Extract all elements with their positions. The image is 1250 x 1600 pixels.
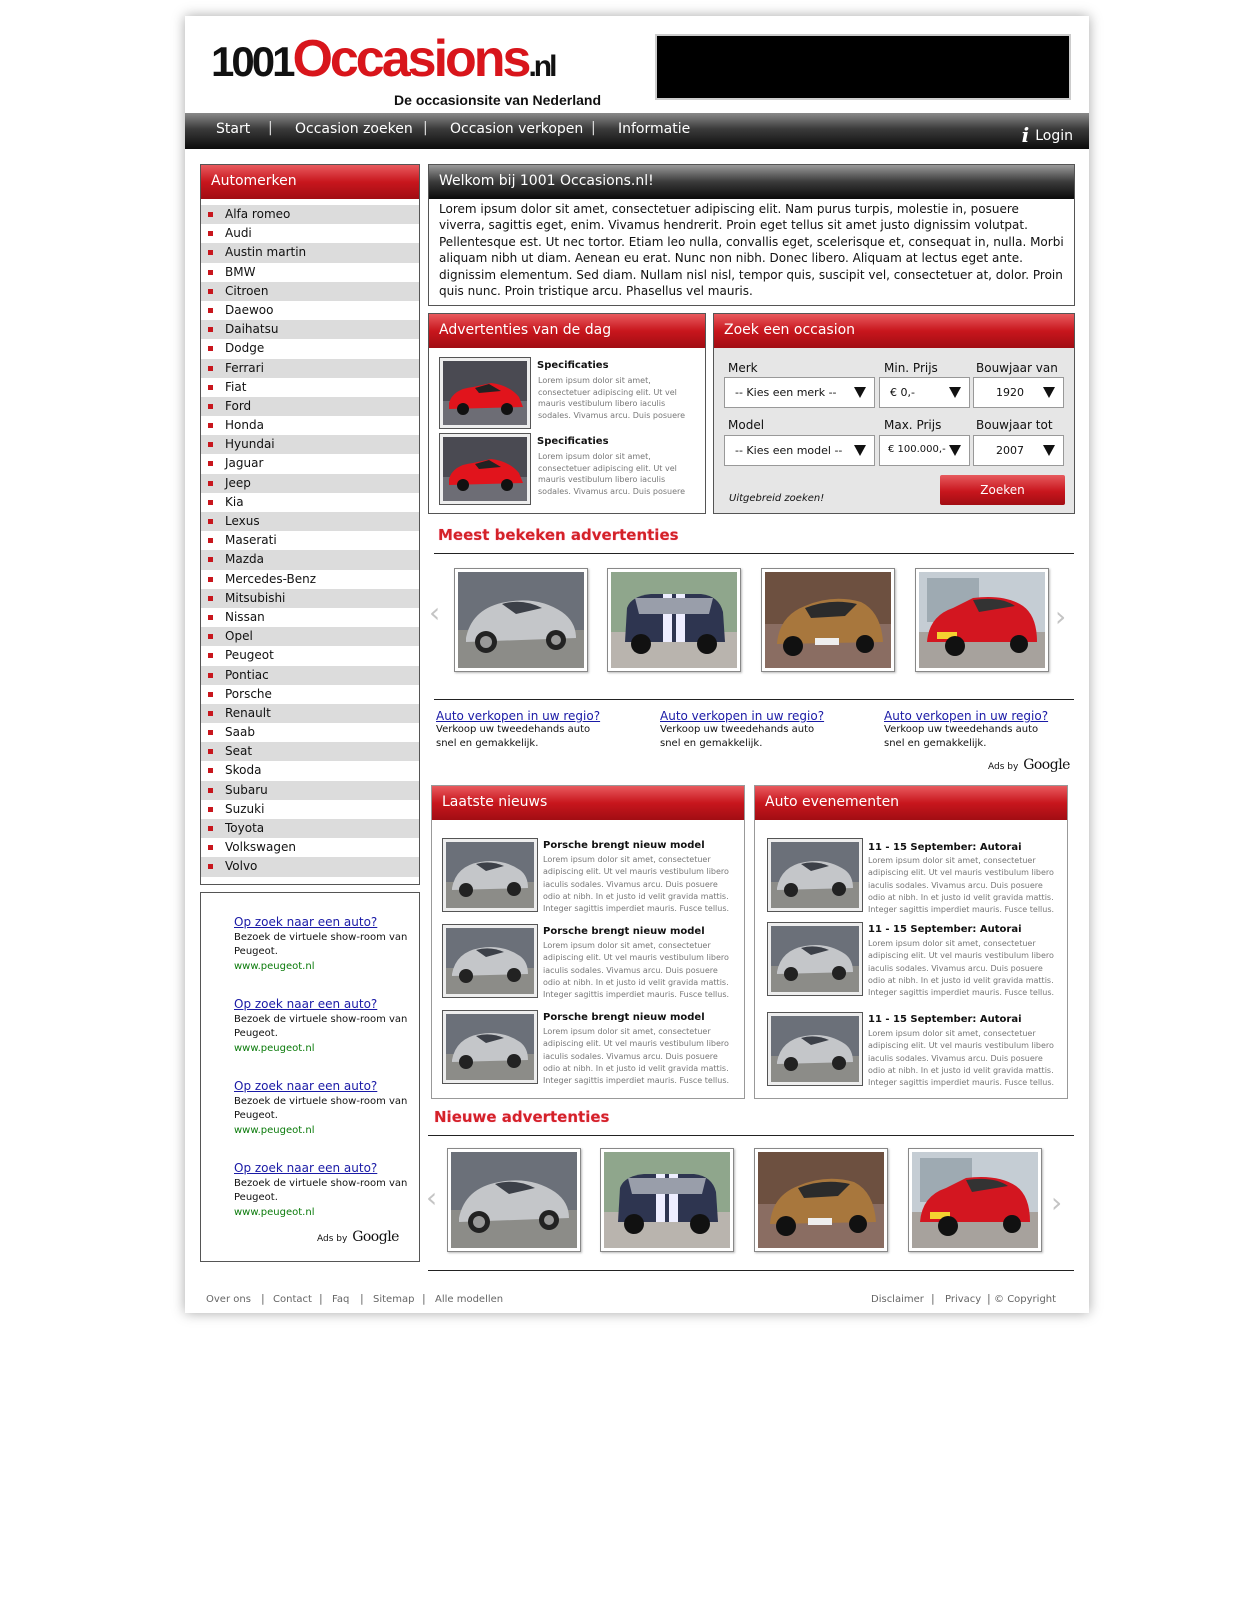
bullet-icon: [208, 768, 213, 773]
divider: [434, 699, 1074, 700]
event-item[interactable]: [767, 1012, 1063, 1102]
footer-separator: |: [987, 1292, 991, 1305]
ad-url[interactable]: www.peugeot.nl: [234, 1043, 315, 1054]
brand-label[interactable]: Saab: [225, 725, 255, 740]
car-photo[interactable]: [767, 922, 863, 996]
car-thumbnail[interactable]: [607, 568, 741, 672]
brand-label[interactable]: Lexus: [225, 514, 260, 528]
bullet-icon: [208, 730, 213, 735]
news-item[interactable]: [442, 1010, 738, 1100]
brand-item[interactable]: [201, 435, 419, 454]
brand-item[interactable]: [201, 742, 419, 761]
brand-item[interactable]: [201, 224, 419, 243]
ad-item[interactable]: [436, 709, 636, 751]
site-logo[interactable]: [211, 30, 601, 108]
day-ad-description: Lorem ipsum dolor sit amet, consectetuer adipiscing elit. Ut vel mauris vestibulum libero iaculis sodales. Vivamus arcu. Duis posuere: [538, 376, 686, 420]
bullet-icon: [208, 385, 213, 390]
bullet-icon: [208, 634, 213, 639]
login-link[interactable]: i Login: [1021, 123, 1073, 147]
bullet-icon: [208, 346, 213, 351]
nav-separator: |: [591, 120, 596, 136]
ad-description: Verkoop uw tweedehands auto snel en gemakkelijk.: [884, 724, 1039, 749]
header-banner[interactable]: [655, 34, 1071, 100]
ad-url[interactable]: www.peugeot.nl: [234, 1207, 315, 1218]
brand-label[interactable]: Mercedes-Benz: [225, 571, 317, 586]
car-photo[interactable]: [767, 1012, 863, 1086]
ad-item[interactable]: [234, 1161, 414, 1218]
footer-link-faq[interactable]: Faq: [332, 1294, 350, 1305]
brand-item[interactable]: [201, 378, 419, 397]
welcome-text: Lorem ipsum dolor sit amet, consectetuer adipiscing elit. Nam purus turpis, molestie in, posuere viverra, sagittis eget, enim. Vivamus hendrerit. Proin eget tellus sit amet justo dignissim volutpat. Pellentesque est. Ut nec tortor. Etiam leo nulla, convallis eget, scelerisque et, consequat in, nulla. Morbi aliquam nibh ut diam. Aenean eu erat. Nunc non nibh. Donec libero. Aliquam at lectus eget ante. dignissim elementum. Sed diam. Nullam nisl nisl, tempor quis, suscipit vel, consectetuer at, dolor. Proin quis nunc. Proin tristique arcu. Phasellus vel mauris.: [439, 202, 1064, 299]
bullet-icon: [208, 327, 213, 332]
brand-item[interactable]: [201, 838, 419, 857]
bullet-icon: [208, 615, 213, 620]
car-thumbnail[interactable]: [754, 1148, 888, 1252]
footer-link-alle-modellen[interactable]: Alle modellen: [435, 1294, 504, 1305]
brand-item[interactable]: [201, 416, 419, 435]
ad-url[interactable]: www.peugeot.nl: [234, 1125, 315, 1136]
ads-by-google[interactable]: Ads by Google: [988, 757, 1070, 773]
brand-label[interactable]: Jeep: [225, 475, 251, 490]
bullet-icon: [208, 270, 213, 275]
logo-wordmark: 1001Occasions.nl: [211, 30, 555, 88]
footer-link-sitemap[interactable]: Sitemap: [373, 1294, 415, 1305]
bouwjaar-van-label: Bouwjaar van: [976, 361, 1058, 375]
brand-label[interactable]: Kia: [225, 494, 244, 509]
brand-item[interactable]: [201, 646, 419, 665]
brand-item[interactable]: [201, 819, 419, 838]
day-ads-panel: [428, 313, 706, 514]
divider: [434, 553, 1074, 554]
brand-label[interactable]: Fiat: [225, 379, 247, 394]
bullet-icon: [208, 749, 213, 754]
chevron-down-icon: [949, 387, 961, 398]
brand-item[interactable]: [201, 627, 419, 646]
welcome-panel: [428, 164, 1075, 306]
footer-copyright[interactable]: © Copyright: [994, 1294, 1057, 1305]
brand-item[interactable]: [201, 704, 419, 723]
copyright-icon: ©: [994, 1294, 1004, 1305]
bouwjaar-van-select[interactable]: 1920: [973, 377, 1064, 408]
brand-item[interactable]: [201, 781, 419, 800]
bullet-icon: [208, 500, 213, 505]
bullet-icon: [208, 788, 213, 793]
bullet-icon: [208, 404, 213, 409]
brand-label[interactable]: Alfa romeo: [225, 207, 291, 221]
bullet-icon: [208, 596, 213, 601]
divider: [428, 1270, 1074, 1271]
brand-label[interactable]: Volvo: [225, 859, 258, 874]
brand-label[interactable]: Maserati: [225, 533, 277, 548]
news-title[interactable]: Porsche brengt nieuw model: [543, 1012, 705, 1023]
brand-item[interactable]: [201, 205, 419, 224]
max-prijs-label: Max. Prijs: [884, 418, 942, 432]
nav-start[interactable]: Start: [216, 121, 251, 137]
bullet-icon: [208, 711, 213, 716]
ads-by-google[interactable]: Ads by Google: [317, 1229, 399, 1245]
bullet-icon: [208, 807, 213, 812]
footer-separator: |: [261, 1292, 265, 1305]
nav-informatie[interactable]: Informatie: [618, 121, 691, 137]
brand-item[interactable]: [201, 531, 419, 550]
footer-separator: |: [319, 1292, 323, 1305]
ad-description: Bezoek de virtuele show-room van Peugeot.: [234, 1014, 408, 1039]
ad-description: Verkoop uw tweedehands auto snel en gemakkelijk.: [660, 724, 815, 749]
news-item[interactable]: [442, 838, 738, 928]
event-title[interactable]: 11 - 15 September: Autorai: [868, 924, 1022, 935]
events-title: Auto evenementen: [755, 786, 1067, 820]
bullet-icon: [208, 653, 213, 658]
day-ad-item[interactable]: [439, 357, 699, 429]
car-thumbnail[interactable]: [915, 568, 1049, 672]
model-select[interactable]: -- Kies een model --: [724, 435, 875, 466]
search-title: Zoek een occasion: [714, 314, 1074, 348]
chevron-down-icon: [1043, 387, 1055, 398]
ad-description: Bezoek de virtuele show-room van Peugeot.: [234, 1096, 408, 1121]
ad-title[interactable]: Op zoek naar een auto?: [234, 1161, 378, 1175]
page: [185, 16, 1089, 1313]
brand-item[interactable]: [201, 685, 419, 704]
brand-label[interactable]: Opel: [225, 629, 253, 644]
car-photo[interactable]: [442, 1010, 538, 1084]
day-ad-description: Lorem ipsum dolor sit amet, consectetuer adipiscing elit. Ut vel mauris vestibulum libero iaculis sodales. Vivamus arcu. Duis posuere: [538, 452, 686, 496]
event-title[interactable]: 11 - 15 September: Autorai: [868, 842, 1022, 853]
bullet-icon: [208, 212, 213, 217]
nav-separator: |: [268, 120, 273, 136]
bouwjaar-tot-select[interactable]: 2007: [973, 435, 1064, 466]
bullet-icon: [208, 577, 213, 582]
brand-label[interactable]: Jaguar: [225, 456, 264, 471]
brand-label[interactable]: Porsche: [225, 686, 272, 701]
car-thumbnail[interactable]: [600, 1148, 734, 1252]
brand-label[interactable]: Subaru: [225, 782, 268, 797]
brand-label[interactable]: Suzuki: [225, 801, 265, 816]
ad-title[interactable]: Op zoek naar een auto?: [234, 997, 378, 1011]
min-prijs-label: Min. Prijs: [884, 361, 938, 375]
car-photo[interactable]: [767, 838, 863, 912]
bullet-icon: [208, 461, 213, 466]
brand-label[interactable]: Ford: [225, 398, 252, 413]
bullet-icon: [208, 250, 213, 255]
nav-occasion-zoeken[interactable]: Occasion zoeken: [295, 121, 413, 137]
car-photo[interactable]: [442, 838, 538, 912]
left-google-ads: [200, 892, 420, 1262]
most-viewed-title: Meest bekeken advertenties: [438, 526, 679, 544]
brand-label[interactable]: Seat: [225, 744, 253, 759]
carousel-prev-icon[interactable]: ‹: [426, 1181, 438, 1214]
ad-item[interactable]: [234, 1079, 414, 1136]
brand-item[interactable]: [201, 666, 419, 685]
brand-item[interactable]: [201, 857, 419, 876]
ad-title[interactable]: Op zoek naar een auto?: [234, 915, 378, 929]
carousel-next-icon[interactable]: ›: [1051, 1186, 1063, 1219]
bullet-icon: [208, 481, 213, 486]
main-nav: [185, 113, 1089, 149]
footer-link-privacy[interactable]: Privacy: [945, 1294, 982, 1305]
bullet-icon: [208, 673, 213, 678]
news-description: Lorem ipsum dolor sit amet, consectetuer adipiscing elit. Ut vel mauris vestibulum libero iaculis sodales. Vivamus arcu. Duis posuere odio at nibh. In et justo id velit gravida mattis. Integer sagittis imperdiet mauris. Fusce tellus.: [543, 855, 730, 914]
brand-label[interactable]: BMW: [225, 264, 256, 279]
brand-item[interactable]: [201, 608, 419, 627]
brand-label[interactable]: Citroen: [225, 283, 269, 298]
brand-item[interactable]: [201, 512, 419, 531]
brand-label[interactable]: Daihatsu: [225, 322, 279, 337]
merk-label: Merk: [728, 361, 758, 375]
chevron-down-icon: [854, 445, 866, 456]
footer-link-contact[interactable]: Contact: [273, 1294, 312, 1305]
bullet-icon: [208, 864, 213, 869]
brand-item[interactable]: [201, 723, 419, 742]
merk-select[interactable]: -- Kies een merk --: [724, 377, 875, 408]
event-item[interactable]: [767, 922, 1063, 1012]
max-prijs-select[interactable]: € 100.000,-: [879, 435, 970, 466]
bullet-icon: [208, 366, 213, 371]
ad-title[interactable]: Auto verkopen in uw regio?: [436, 709, 601, 723]
news-description: Lorem ipsum dolor sit amet, consectetuer adipiscing elit. Ut vel mauris vestibulum libero iaculis sodales. Vivamus arcu. Duis posuere odio at nibh. In et justo id velit gravida mattis. Integer sagittis imperdiet mauris. Fusce tellus.: [543, 1027, 730, 1086]
brands-list: [201, 205, 419, 877]
footer-separator: |: [931, 1292, 935, 1305]
chevron-down-icon: [854, 387, 866, 398]
brand-item[interactable]: [201, 800, 419, 819]
bullet-icon: [208, 826, 213, 831]
ad-description: Bezoek de virtuele show-room van Peugeot.: [234, 1178, 408, 1203]
ad-description: Verkoop uw tweedehands auto snel en gemakkelijk.: [436, 724, 591, 749]
ad-item[interactable]: [660, 709, 860, 751]
footer-separator: |: [422, 1292, 426, 1305]
bullet-icon: [208, 519, 213, 524]
ad-title[interactable]: Auto verkopen in uw regio?: [660, 709, 825, 723]
brand-item[interactable]: [201, 243, 419, 262]
brand-label[interactable]: Skoda: [225, 763, 262, 778]
bullet-icon: [208, 692, 213, 697]
news-title[interactable]: Porsche brengt nieuw model: [543, 926, 705, 937]
news-title[interactable]: Porsche brengt nieuw model: [543, 840, 705, 851]
carousel-next-icon[interactable]: ›: [1055, 600, 1067, 633]
ad-item[interactable]: [234, 997, 414, 1054]
ad-url[interactable]: www.peugeot.nl: [234, 961, 315, 972]
day-ad-item[interactable]: [439, 433, 699, 505]
day-ad-title[interactable]: Specificaties: [537, 360, 609, 371]
brand-label[interactable]: Peugeot: [225, 648, 274, 663]
news-title: Laatste nieuws: [432, 786, 744, 820]
brand-label[interactable]: Honda: [225, 418, 264, 433]
nav-occasion-verkopen[interactable]: Occasion verkopen: [450, 121, 584, 137]
brand-item[interactable]: [201, 359, 419, 378]
car-thumbnail[interactable]: [761, 568, 895, 672]
logo-tagline: De occasionsite van Nederland: [394, 92, 601, 108]
bouwjaar-tot-label: Bouwjaar tot: [976, 418, 1053, 432]
info-icon: i: [1021, 123, 1030, 147]
search-button[interactable]: Zoeken: [940, 475, 1065, 505]
carousel-prev-icon[interactable]: ‹: [429, 596, 441, 629]
brand-item[interactable]: [201, 493, 419, 512]
brand-item[interactable]: [201, 282, 419, 301]
advanced-search-link[interactable]: Uitgebreid zoeken!: [729, 493, 825, 504]
bullet-icon: [208, 289, 213, 294]
brand-label[interactable]: Mitsubishi: [225, 590, 286, 605]
brand-item[interactable]: [201, 397, 419, 416]
news-description: Lorem ipsum dolor sit amet, consectetuer adipiscing elit. Ut vel mauris vestibulum libero iaculis sodales. Vivamus arcu. Duis posuere odio at nibh. In et justo id velit gravida mattis. Integer sagittis imperdiet mauris. Fusce tellus.: [543, 941, 730, 1000]
event-title[interactable]: 11 - 15 September: Autorai: [868, 1014, 1022, 1025]
welcome-title: Welkom bij 1001 Occasions.nl!: [429, 165, 1074, 199]
brand-label[interactable]: Pontiac: [225, 667, 269, 682]
brand-item[interactable]: [201, 301, 419, 320]
brands-panel: [200, 164, 420, 885]
event-description: Lorem ipsum dolor sit amet, consectetuer adipiscing elit. Ut vel mauris vestibulum libero iaculis sodales. Vivamus arcu. Duis posuere odio at nibh. In et justo id velit gravida mattis. Integer sagittis imperdiet mauris. Fusce tellus.: [868, 856, 1055, 915]
car-photo[interactable]: [439, 433, 531, 505]
news-panel: [431, 785, 745, 1099]
nav-separator: |: [423, 120, 428, 136]
brand-item[interactable]: [201, 320, 419, 339]
brand-label[interactable]: Nissan: [225, 609, 265, 624]
event-item[interactable]: [767, 838, 1063, 928]
brand-item[interactable]: [201, 339, 419, 358]
brand-item[interactable]: [201, 761, 419, 780]
bullet-icon: [208, 557, 213, 562]
news-item[interactable]: [442, 924, 738, 1014]
ad-title[interactable]: Op zoek naar een auto?: [234, 1079, 378, 1093]
footer-link-over-ons[interactable]: Over ons: [206, 1294, 251, 1305]
brands-title: Automerken: [201, 165, 419, 199]
car-photo[interactable]: [439, 357, 531, 429]
model-label: Model: [728, 418, 765, 432]
brand-label[interactable]: Hyundai: [225, 437, 275, 452]
brand-label[interactable]: Mazda: [225, 552, 264, 567]
bullet-icon: [208, 538, 213, 543]
brand-item[interactable]: [201, 589, 419, 608]
events-panel: [754, 785, 1068, 1099]
brand-label[interactable]: Volkswagen: [225, 840, 296, 855]
event-description: Lorem ipsum dolor sit amet, consectetuer adipiscing elit. Ut vel mauris vestibulum libero iaculis sodales. Vivamus arcu. Duis posuere odio at nibh. In et justo id velit gravida mattis. Integer sagittis imperdiet mauris. Fusce tellus.: [868, 939, 1055, 998]
footer-link-disclaimer[interactable]: Disclaimer: [871, 1294, 924, 1305]
car-thumbnail[interactable]: [447, 1148, 581, 1252]
bullet-icon: [208, 231, 213, 236]
divider: [428, 1135, 1074, 1136]
bullet-icon: [208, 442, 213, 447]
brand-label[interactable]: Daewoo: [225, 302, 274, 317]
brand-item[interactable]: [201, 454, 419, 473]
ad-item[interactable]: [884, 709, 1084, 751]
day-ads-title: Advertenties van de dag: [429, 314, 705, 348]
brand-label[interactable]: Dodge: [225, 341, 265, 356]
brand-item[interactable]: [201, 263, 419, 282]
bullet-icon: [208, 423, 213, 428]
brand-label[interactable]: Audi: [225, 226, 252, 241]
car-thumbnail[interactable]: [908, 1148, 1042, 1252]
event-description: Lorem ipsum dolor sit amet, consectetuer adipiscing elit. Ut vel mauris vestibulum libero iaculis sodales. Vivamus arcu. Duis posuere odio at nibh. In et justo id velit gravida mattis. Integer sagittis imperdiet mauris. Fusce tellus.: [868, 1029, 1055, 1088]
brand-item[interactable]: [201, 550, 419, 569]
chevron-down-icon: [949, 445, 961, 456]
car-thumbnail[interactable]: [454, 568, 588, 672]
footer-separator: |: [360, 1292, 364, 1305]
brand-label[interactable]: Toyota: [225, 821, 265, 835]
ad-item[interactable]: [234, 915, 414, 972]
brand-label[interactable]: Ferrari: [225, 360, 264, 375]
brand-item[interactable]: [201, 570, 419, 589]
bullet-icon: [208, 845, 213, 850]
brand-item[interactable]: [201, 474, 419, 493]
new-ads-title: Nieuwe advertenties: [434, 1108, 610, 1126]
ad-title[interactable]: Auto verkopen in uw regio?: [884, 709, 1049, 723]
brand-label[interactable]: Austin martin: [225, 245, 307, 260]
brand-label[interactable]: Renault: [225, 705, 271, 720]
bullet-icon: [208, 308, 213, 313]
chevron-down-icon: [1043, 445, 1055, 456]
min-prijs-select[interactable]: € 0,-: [879, 377, 970, 408]
day-ad-title[interactable]: Specificaties: [537, 436, 609, 447]
search-panel: [713, 313, 1075, 514]
car-photo[interactable]: [442, 924, 538, 998]
ad-description: Bezoek de virtuele show-room van Peugeot.: [234, 932, 408, 957]
